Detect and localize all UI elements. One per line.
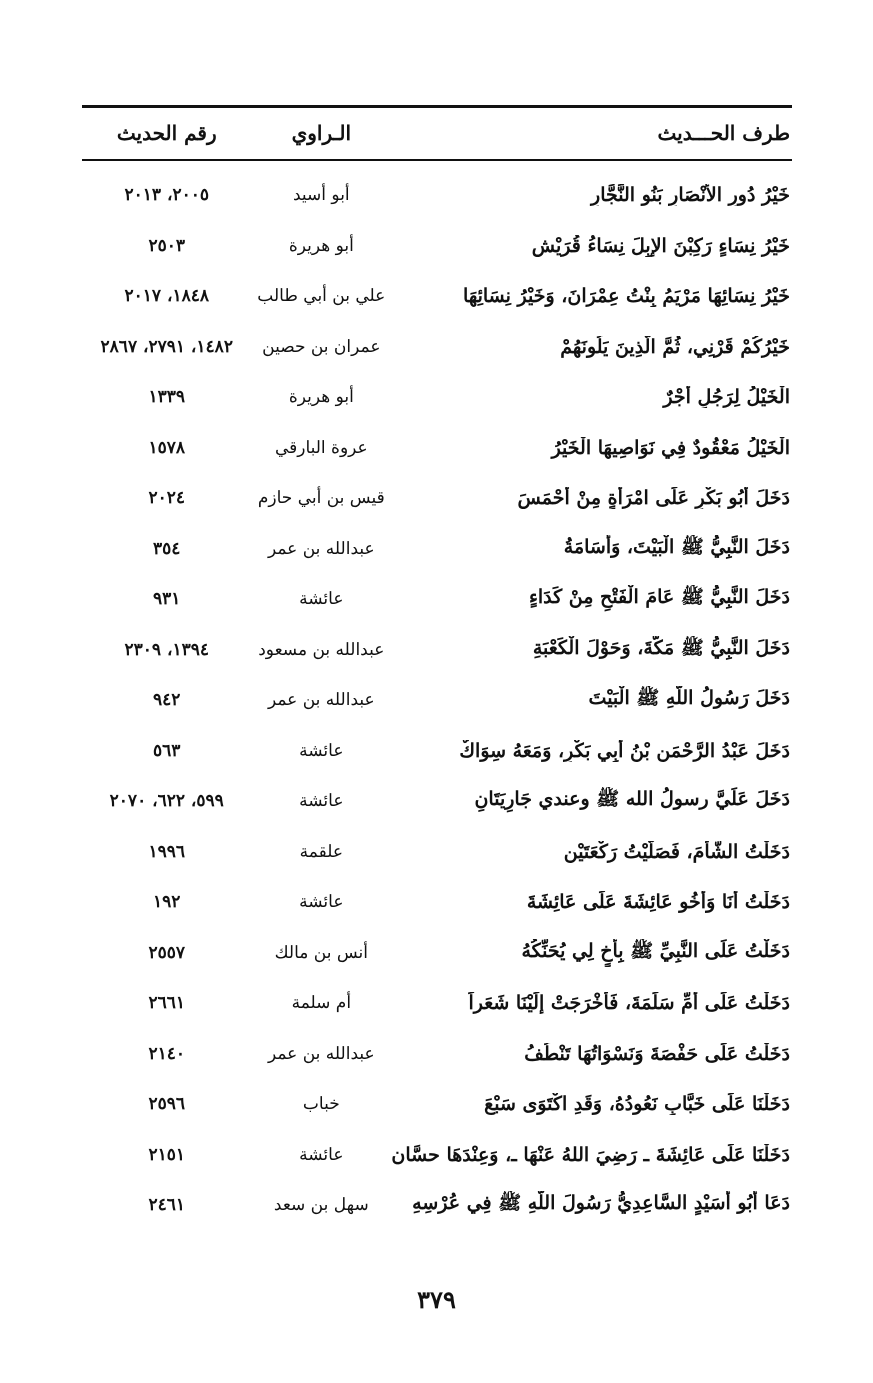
hadith-text: دَخَلَ النَّبِيُّ ﷺ الْبَيْتَ، وَأُسَامَةُ (563, 535, 790, 558)
narrator-name: عائشة (299, 740, 344, 761)
table-row (82, 776, 792, 827)
hadith-number: ٢٦٦١ (148, 993, 186, 1014)
narrator-name: عمران بن حصين (262, 336, 381, 357)
table-row (82, 978, 792, 1029)
hadith-number: ٢٤٦١ (148, 1195, 186, 1216)
table-row (82, 574, 792, 625)
hadith-number: ٢٥٩٦ (148, 1094, 186, 1115)
hadith-number: ٢١٥١ (148, 1144, 186, 1165)
hadith-text: دَخَلَ عَلَيَّ رسولُ الله ﷺ وعندي جَارِيَتَانِ (474, 788, 790, 811)
hadith-number: ٢٥٠٣ (148, 235, 186, 256)
header-rule (82, 159, 792, 161)
table-row (82, 473, 792, 524)
hadith-number: ١٣٩٤، ٢٣٠٩ (124, 639, 209, 660)
table-row (82, 372, 792, 423)
narrator-name: أنس بن مالك (274, 942, 369, 963)
hadith-text: دَخَلَ النَّبِيُّ ﷺ مَكَّةَ، وَحَوْلَ الْكَعْبَةِ (532, 636, 790, 659)
hadith-number: ٩٤٢ (153, 690, 181, 711)
table-row (82, 726, 792, 777)
table-row (82, 221, 792, 272)
header-narrator: الـراوي (291, 121, 352, 145)
table-row (82, 675, 792, 726)
table-row (82, 524, 792, 575)
narrator-name: أم سلمة (291, 993, 352, 1014)
hadith-text: دَخَلَ النَّبِيُّ ﷺ عَامَ الْفَتْحِ مِنْ كَدَاءٍ (528, 586, 790, 609)
narrator-name: عائشة (299, 589, 344, 610)
hadith-number: ٢٠٠٥، ٢٠١٣ (124, 185, 209, 206)
narrator-name: عبدالله بن مسعود (258, 639, 385, 660)
hadith-text: خَيْرُ نِسَاءٍ رَكِبْنَ الإِبِلَ نِسَاءُ قُرَيْشٍ (531, 234, 790, 257)
hadith-text: دَخَلَ أَبُو بَكْرٍ عَلَى امْرَأَةٍ مِنْ أَحْمَسَ (517, 487, 790, 510)
hadith-text: دَخَلْتُ عَلَى النَّبِيِّ ﷺ بِأَخٍ لِي يُحَنِّكُهُ (521, 939, 790, 962)
hadith-text: خَيْرُ دُورِ الأَنْصَارِ بَنُو النَّجَّارِ (591, 184, 790, 207)
hadith-text: دَخَلْتُ عَلَى حَفْصَةَ وَنَسْوَاتُهَا تَنْطُفُ (524, 1042, 790, 1065)
hadith-number: ١٤٨٢، ٢٧٩١، ٢٨٦٧ (100, 336, 233, 357)
table-row (82, 877, 792, 928)
hadith-number: ٢١٤٠ (148, 1043, 186, 1064)
hadith-text: دَخَلْنَا عَلَى خَبَّابٍ نَعُودُهُ، وَقَدِ اكْتَوَى سَبْعَ (484, 1093, 790, 1116)
hadith-text: دَعَا أَبُو أُسَيْدٍ السَّاعِدِيُّ رَسُولَ اللَّهِ ﷺ فِي عُرْسِهِ (412, 1192, 790, 1215)
table-row (82, 1180, 792, 1231)
hadith-number: ٢٠٢٤ (148, 488, 186, 509)
hadith-text: الْخَيْلُ لِرَجُلٍ أَجْرٌ (663, 386, 790, 409)
hadith-text: دَخَلْتُ الشَّأْمَ، فَصَلَّيْتُ رَكْعَتَيْنِ (563, 840, 790, 863)
narrator-name: أبو هريرة (288, 235, 354, 256)
hadith-number: ٥٦٣ (153, 740, 181, 761)
hadith-number: ٩٣١ (153, 589, 181, 610)
narrator-name: أبو هريرة (288, 387, 354, 408)
hadith-number: ٢٥٥٧ (148, 942, 186, 963)
table-row (82, 1130, 792, 1181)
hadith-number: ١٩٢ (153, 892, 181, 913)
hadith-number: ٣٥٤ (153, 538, 181, 559)
narrator-name: أبو أسيد (292, 185, 350, 206)
narrator-name: عبدالله بن عمر (267, 1043, 375, 1064)
table-row (82, 1079, 792, 1130)
hadith-text: خَيْرُكُمْ قَرْنِي، ثُمَّ الَّذِينَ يَلُونَهُمْ (560, 335, 790, 358)
narrator-name: قيس بن أبي حازم (257, 488, 385, 509)
hadith-number: ١٣٣٩ (148, 387, 186, 408)
top-rule (82, 105, 792, 108)
narrator-name: عائشة (299, 892, 344, 913)
hadith-text: خَيْرُ نِسَائِهَا مَرْيَمُ بِنْتُ عِمْرَانَ، وَخَيْرُ نِسَائِهَا (463, 285, 790, 308)
hadith-index-table (82, 170, 792, 1231)
hadith-number: ١٩٩٦ (148, 841, 186, 862)
table-row (82, 928, 792, 979)
hadith-number: ٥٩٩، ٦٢٢، ٢٠٧٠ (109, 791, 224, 812)
hadith-text: دَخَلْتُ عَلَى أُمِّ سَلَمَةَ، فَأَخْرَجَتْ إِلَيْنَا شَعَراً (468, 992, 790, 1015)
hadith-text: دَخَلَ رَسُولُ اللَّهِ ﷺ الْبَيْتَ (588, 687, 790, 710)
page-number: ٣٧٩ (417, 1285, 456, 1314)
header-number: رقم الحديث (116, 121, 217, 145)
narrator-name: عبدالله بن عمر (267, 538, 375, 559)
table-row (82, 271, 792, 322)
hadith-text: دَخَلَ عَبْدُ الرَّحْمَنِ بْنُ أَبِي بَكْرٍ، وَمَعَهُ سِوَاكٌ (459, 739, 790, 762)
table-row (82, 322, 792, 373)
narrator-name: سهل بن سعد (273, 1195, 369, 1216)
hadith-text: دَخَلْتُ أَنَا وَأَخُو عَائِشَةَ عَلَى عَائِشَةَ (526, 891, 790, 914)
table-row (82, 1029, 792, 1080)
narrator-name: علي بن أبي طالب (257, 286, 386, 307)
hadith-text: دَخَلْنَا عَلَى عَائِشَةَ ـ رَضِيَ اللهُ عَنْهَا ـ، وَعِنْدَهَا حسَّان (391, 1143, 790, 1166)
table-row (82, 827, 792, 878)
narrator-name: خباب (302, 1094, 340, 1115)
hadith-number: ١٨٤٨، ٢٠١٧ (124, 286, 209, 307)
narrator-name: عبدالله بن عمر (267, 690, 375, 711)
table-row (82, 625, 792, 676)
narrator-name: عائشة (299, 791, 344, 812)
header-hadith: طرف الحـــديث (657, 121, 790, 145)
narrator-name: عائشة (299, 1144, 344, 1165)
table-row (82, 170, 792, 221)
narrator-name: علقمة (299, 841, 343, 862)
hadith-number: ١٥٧٨ (148, 437, 186, 458)
narrator-name: عروة البارقي (274, 437, 368, 458)
table-row (82, 423, 792, 474)
table-header (82, 114, 792, 152)
hadith-text: الْخَيْلُ مَعْقُودٌ فِي نَوَاصِيهَا الْخَيْرُ (551, 436, 790, 459)
